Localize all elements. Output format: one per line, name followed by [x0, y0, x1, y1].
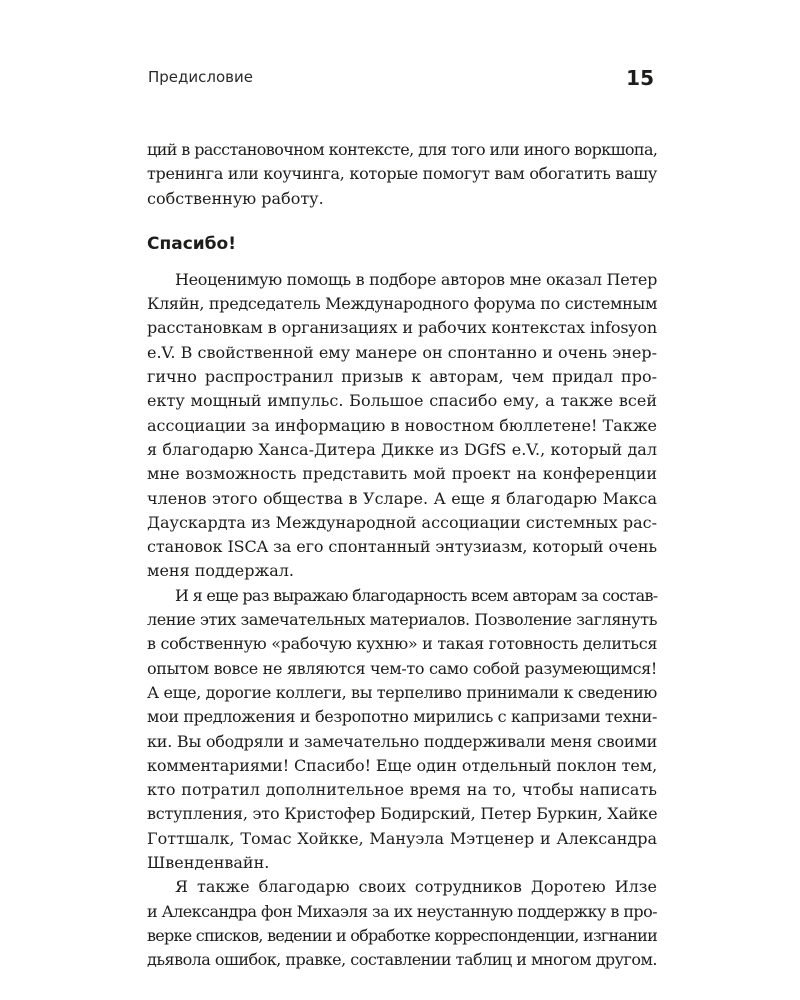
paragraph-2 — [147, 584, 657, 876]
text-line: дьявола ошибок, правке, составлении таблиц и многом другом. — [147, 950, 657, 970]
paragraph-3 — [147, 875, 657, 972]
text-line: опытом вовсе не являются чем-то само собой разумеющимся! — [147, 658, 657, 678]
text-line: ассоциации за информацию в новостном бюллетене! Также — [147, 415, 657, 435]
text-line: Даускардта из Международной ассоциации системных рас- — [147, 512, 657, 532]
page-number: 15 — [626, 66, 654, 90]
text-line: становок ISCA за его спонтанный энтузиазм, который очень — [147, 537, 657, 557]
text-line: Кляйн, председатель Международного форума по системным — [147, 294, 658, 314]
text-line: я благодарю Ханса-Дитера Дикке из DGfS e.V., который дал — [147, 439, 657, 459]
text-line: тренинга или коучинга, которые помогут вам обогатить вашу — [147, 164, 657, 184]
text-line: членов этого общества в Усларе. А еще я благодарю Макса — [147, 488, 657, 508]
text-line: комментариями! Спасибо! Еще один отдельный поклон тем, — [147, 755, 658, 775]
text-line: ций в расстановочном контексте, для того или иного воркшопа, — [147, 140, 658, 159]
paragraph-1 — [147, 268, 657, 584]
text-line: расстановкам в организациях и рабочих контекстах infosyon — [147, 318, 657, 338]
running-title: Предисловие — [148, 68, 253, 86]
body-text — [147, 138, 657, 973]
text-line: в собственную «рабочую кухню» и такая готовность делиться — [147, 634, 658, 654]
text-line: ки. Вы ободряли и замечательно поддерживали меня своими — [147, 731, 657, 751]
text-line: Швенденвайн. — [147, 853, 270, 873]
text-line: мои предложения и безропотно мирились с капризами техни- — [147, 707, 657, 727]
intro-paragraph — [147, 138, 657, 211]
text-line: Готтшалк, Томас Хойкке, Мануэла Мэтценер и Александра — [147, 828, 657, 848]
text-line: екту мощный импульс. Большое спасибо ему, а также всей — [147, 391, 657, 411]
text-line: И я еще раз выражаю благодарность всем авторам за состав- — [175, 585, 658, 605]
text-line: кто потратил дополнительное время на то, чтобы написать — [147, 780, 657, 800]
section-heading: Спасибо! — [147, 233, 236, 254]
text-line: вступления, это Кристофер Бодирский, Петер Буркин, Хайке — [147, 804, 658, 824]
text-line: верке списков, ведении и обработке корреспонденции, изгнании — [147, 925, 657, 945]
text-line: гично распространил призыв к авторам, чем придал про- — [147, 367, 657, 387]
text-line: А еще, дорогие коллеги, вы терпеливо принимали к сведению — [147, 682, 657, 702]
text-line: собственную работу. — [147, 188, 324, 208]
text-line: e.V. В свойственной ему манере он спонтанно и очень энер- — [147, 342, 657, 362]
text-line: Неоценимую помощь в подборе авторов мне оказал Петер — [175, 269, 657, 289]
text-line: мне возможность представить мой проект на конференции — [147, 464, 657, 484]
text-line: ление этих замечательных материалов. Позволение заглянуть — [147, 610, 657, 630]
text-line: меня поддержал. — [147, 561, 294, 581]
text-line: и Александра фон Михаэля за их неустанную поддержку в про- — [147, 901, 657, 921]
text-line: Я также благодарю своих сотрудников Доротею Илзе — [175, 877, 657, 897]
